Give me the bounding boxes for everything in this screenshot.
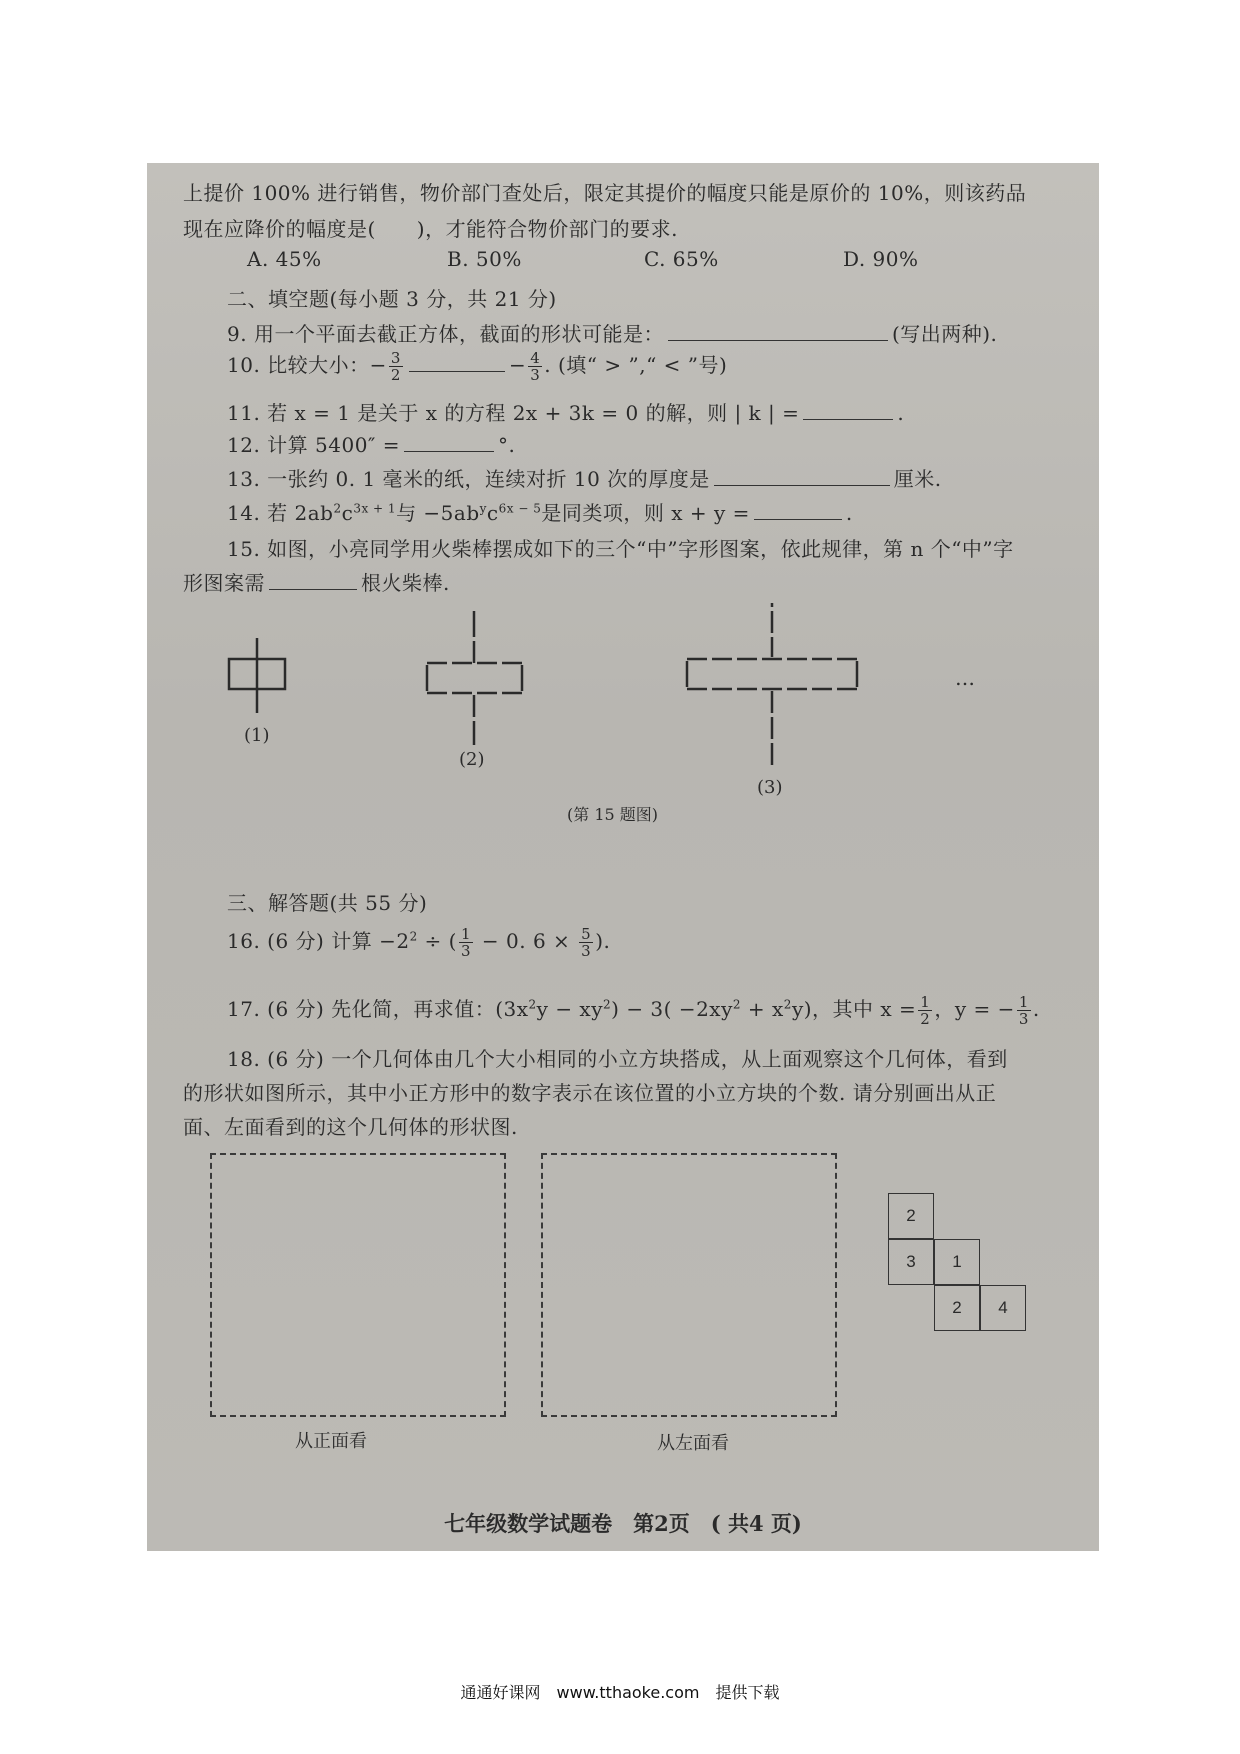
q8-option-c: C. 65% — [644, 247, 719, 271]
matchstick-pattern-3 — [687, 603, 857, 765]
q9 — [227, 318, 997, 347]
q8-option-d: D. 90% — [843, 247, 919, 271]
q8-line1: 上提价 100% 进行销售，物价部门查处后，限定其提价的幅度只能是原价的 10%，则该药品 — [183, 181, 1027, 205]
fig-ellipsis: … — [955, 666, 975, 690]
q13-text: 13. 一张约 0. 1 毫米的纸，连续对折 10 次的厚度是 — [227, 467, 710, 491]
grid-cell: 4 — [980, 1285, 1026, 1331]
q13-blank[interactable] — [714, 484, 890, 486]
q11-blank[interactable] — [803, 418, 893, 420]
left-view-label: 从左面看 — [657, 1433, 729, 1454]
q18-line1: 18. (6 分) 一个几何体由几个大小相同的小立方块搭成，从上面观察这个几何体，看到 — [227, 1047, 1008, 1071]
q10-suffix: . (填“ > ”,“ < ”号) — [544, 353, 728, 377]
grid-cell: 3 — [888, 1239, 934, 1285]
q9-suffix: (写出两种). — [891, 322, 998, 346]
fig-caption: (第 15 题图) — [567, 805, 659, 824]
page-footer: 七年级数学试题卷 第2页 ( 共4 页) — [444, 1511, 802, 1536]
section2-title: 二、填空题(每小题 3 分，共 21 分) — [227, 287, 557, 311]
q15-line1: 15. 如图，小亮同学用火柴棒摆成如下的三个“中”字形图案，依此规律，第 n 个“中”字 — [227, 537, 1014, 561]
fig-label-1: (1) — [244, 725, 270, 746]
left-view-drawing-box[interactable] — [541, 1153, 837, 1417]
q8-line2: 现在应降价的幅度是( )，才能符合物价部门的要求. — [183, 217, 678, 241]
fig-label-2: (2) — [459, 749, 485, 770]
grid-cell: 2 — [934, 1285, 980, 1331]
grid-cell: 1 — [934, 1239, 980, 1285]
q9-text: 9. 用一个平面去截正方体，截面的形状可能是： — [227, 322, 664, 346]
site-footer: 通通好课网 www.tthaoke.com 提供下载 — [460, 1683, 780, 1702]
q12-blank[interactable] — [404, 450, 494, 452]
q9-blank[interactable] — [668, 339, 888, 341]
q8-option-b: B. 50% — [447, 247, 522, 271]
q14: 14. 若 $2ab^2c^{3x + 1}$与 $-5ab^yc^{6x - 5}$是同类项，则 x + y = . — [227, 501, 853, 525]
front-view-drawing-box[interactable] — [210, 1153, 506, 1417]
q14-blank[interactable] — [754, 518, 842, 520]
q10 — [227, 349, 727, 383]
q15-line2: 形图案需 根火柴棒. — [183, 571, 450, 595]
q13: 13. 一张约 0. 1 毫米的纸，连续对折 10 次的厚度是 厘米. — [227, 467, 942, 491]
matchstick-pattern-2 — [427, 611, 522, 745]
front-view-label: 从正面看 — [295, 1431, 367, 1452]
scanned-page — [147, 163, 1099, 1551]
q17: 17. (6 分) 先化简，再求值：$(3x^2y - xy^2) - 3( -2xy^2 + x^2y)$，其中 x = $\frac{1}{2}$ ，y = − $\frac{1}{3}$ . — [227, 993, 1040, 1028]
q15-blank[interactable] — [269, 588, 357, 590]
q10-frac1: $\frac{3}{2}$ — [390, 349, 401, 384]
section3-title: 三、解答题(共 55 分) — [227, 891, 428, 915]
q10-blank[interactable] — [409, 370, 505, 372]
q10-prefix: 10. 比较大小：− — [227, 353, 387, 377]
q18-line3: 面、左面看到的这个几何体的形状图. — [183, 1115, 518, 1139]
q12-text: 12. 计算 5400″ = — [227, 433, 401, 457]
fig-label-3: (3) — [757, 777, 783, 798]
q18-line2: 的形状如图所示，其中小正方形中的数字表示在该位置的小立方块的个数. 请分别画出从正 — [183, 1081, 997, 1105]
q11: 11. 若 x = 1 是关于 x 的方程 2x + 3k = 0 的解，则 | k | = . — [227, 401, 905, 425]
q15-figure — [147, 603, 1099, 843]
q10-mid: − — [508, 353, 527, 377]
grid-cell: 2 — [888, 1193, 934, 1239]
q11-text: 11. 若 x = 1 是关于 x 的方程 2x + 3k = 0 的解，则 | k | = — [227, 401, 800, 425]
q10-frac2: $\frac{4}{3}$ — [530, 349, 541, 384]
q12: 12. 计算 5400″ = °. — [227, 433, 516, 457]
q16: 16. (6 分) 计算 $-2^2$ ÷ ( $\frac{1}{3}$ − 0. 6 × $\frac{5}{3}$ ). — [227, 925, 611, 960]
q8-option-a: A. 45% — [247, 247, 322, 271]
